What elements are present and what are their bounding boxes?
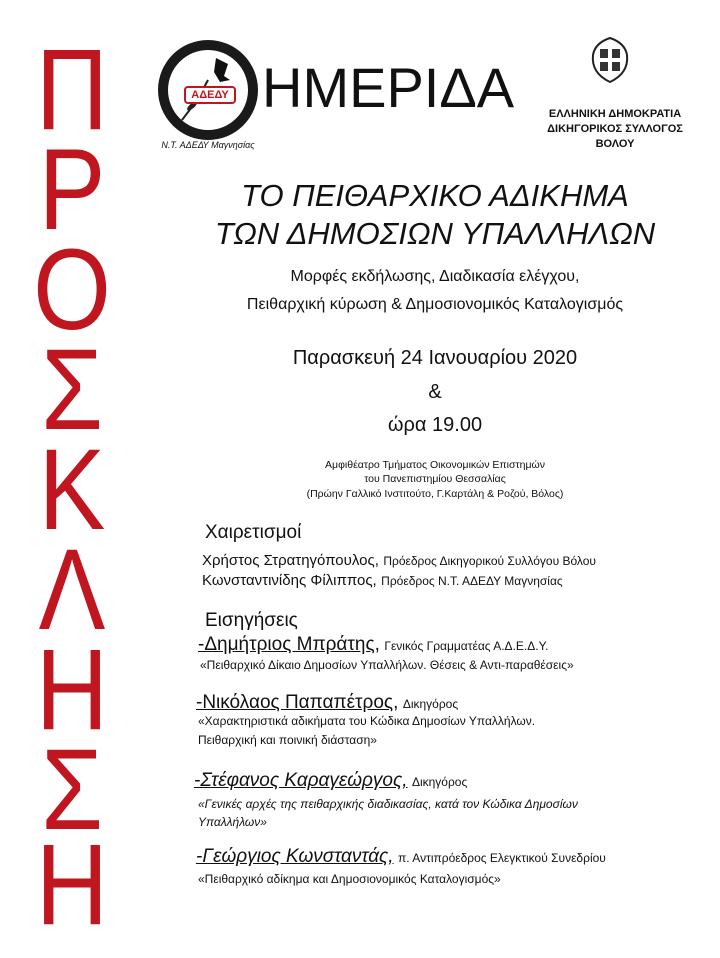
talk-quote: «Πειθαρχικό αδίκημα και Δημοσιονομικός Καταλογισμός» xyxy=(198,872,501,886)
coat-of-arms-icon xyxy=(585,35,635,85)
org-line-2: ΔΙΚΗΓΟΡΙΚΟΣ ΣΥΛΛΟΓΟΣ xyxy=(547,123,683,135)
vertical-letter: Κ xyxy=(38,425,106,555)
speaker-role: Δικηγόρος xyxy=(411,775,468,789)
talk-item xyxy=(196,692,458,714)
vertical-letter: Π xyxy=(35,25,109,155)
speaker-role: π. Αντιπρόεδρος Ελεγκτικού Συνεδρίου xyxy=(398,851,606,865)
event-time: ώρα 19.00 xyxy=(387,414,483,436)
adedy-logo xyxy=(158,40,258,150)
venue-line-3: (Πρώην Γαλλικό Ινστιτούτο, Γ.Καρτάλη & Ροζού, Βόλος) xyxy=(306,488,564,500)
speaker-role: Δικηγόρος xyxy=(402,697,459,711)
speaker-name: -Νικόλαος Παπαπέτρος, xyxy=(196,692,399,713)
talk-quote: «Γενικές αρχές της πειθαρχικής διαδικασίας, κατά τον Κώδικα Δημοσίων xyxy=(198,797,578,811)
talk-quote: «Χαρακτηριστικά αδικήματα του Κώδικα Δημοσίων Υπαλλήλων. xyxy=(198,714,536,728)
greeting-name: Χρήστος Στρατηγόπουλος, xyxy=(202,552,379,569)
date-ampersand: & xyxy=(428,381,442,403)
vertical-letter: Ο xyxy=(33,225,111,355)
topic-sub-2: Πειθαρχική κύρωση & Δημοσιονομικός Καταλογισμός xyxy=(246,296,624,313)
event-date: Παρασκευή 24 Ιανουαρίου 2020 xyxy=(292,347,578,369)
talk-item xyxy=(198,634,548,656)
speaker-name: -Δημήτριος Μπράτης, xyxy=(198,634,380,655)
vertical-letter: Σ xyxy=(41,725,103,855)
greetings-heading: Χαιρετισμοί xyxy=(205,522,302,543)
speaker-name: -Στέφανος Καραγεώργος, xyxy=(194,770,408,791)
logo-badge: ΑΔΕΔΥ xyxy=(184,86,236,104)
org-line-1: ΕΛΛΗΝΙΚΗ ΔΗΜΟΚΡΑΤΙΑ xyxy=(548,108,682,120)
greeting-item xyxy=(202,552,596,570)
event-title: ΗΜΕΡΙΔΑ xyxy=(262,56,515,119)
talk-quote: Υπαλλήλων» xyxy=(198,815,267,829)
org-line-3: ΒΟΛΟΥ xyxy=(595,138,635,150)
topic-sub-1: Μορφές εκδήλωσης, Διαδικασία ελέγχου, xyxy=(290,268,580,285)
greeting-role: Πρόεδρος Δικηγορικού Συλλόγου Βόλου xyxy=(383,554,596,568)
talk-item xyxy=(194,770,467,792)
talk-item xyxy=(196,846,606,868)
vertical-letter: Η xyxy=(35,820,109,950)
greeting-role: Πρόεδρος Ν.Τ. ΑΔΕΔΥ Μαγνησίας xyxy=(381,574,563,588)
logo-inner xyxy=(168,50,248,130)
vertical-letter: Ρ xyxy=(38,125,106,255)
talk-quote: «Πειθαρχικό Δίκαιο Δημοσίων Υπαλλήλων. Θέσεις & Αντι-παραθέσεις» xyxy=(200,658,574,672)
talks-heading: Εισηγήσεις xyxy=(205,610,298,631)
speaker-role: Γενικός Γραμματέας Α.Δ.Ε.Δ.Υ. xyxy=(384,639,549,653)
venue-line-1: Αμφιθέατρο Τμήματος Οικονομικών Επιστημών xyxy=(325,459,545,471)
speaker-name: -Γεώργιος Κωνσταντάς, xyxy=(196,846,394,867)
topic-line-2: ΤΩΝ ΔΗΜΟΣΙΩΝ ΥΠΑΛΛΗΛΩΝ xyxy=(214,216,656,251)
venue-line-2: του Πανεπιστημίου Θεσσαλίας xyxy=(364,473,506,485)
logo-caption: Ν.Τ. ΑΔΕΔΥ Μαγνησίας xyxy=(161,140,255,150)
topic-line-1: ΤΟ ΠΕΙΘΑΡΧΙΚΟ ΑΔΙΚΗΜΑ xyxy=(241,178,629,213)
greeting-item xyxy=(202,572,563,590)
greeting-name: Κωνσταντινίδης Φίλιππος, xyxy=(202,572,377,589)
vertical-letter: Λ xyxy=(38,525,106,655)
talk-quote: Πειθαρχική και ποινική διάσταση» xyxy=(198,733,377,747)
vertical-letter: Η xyxy=(35,625,109,755)
vertical-letter: Σ xyxy=(41,325,103,455)
